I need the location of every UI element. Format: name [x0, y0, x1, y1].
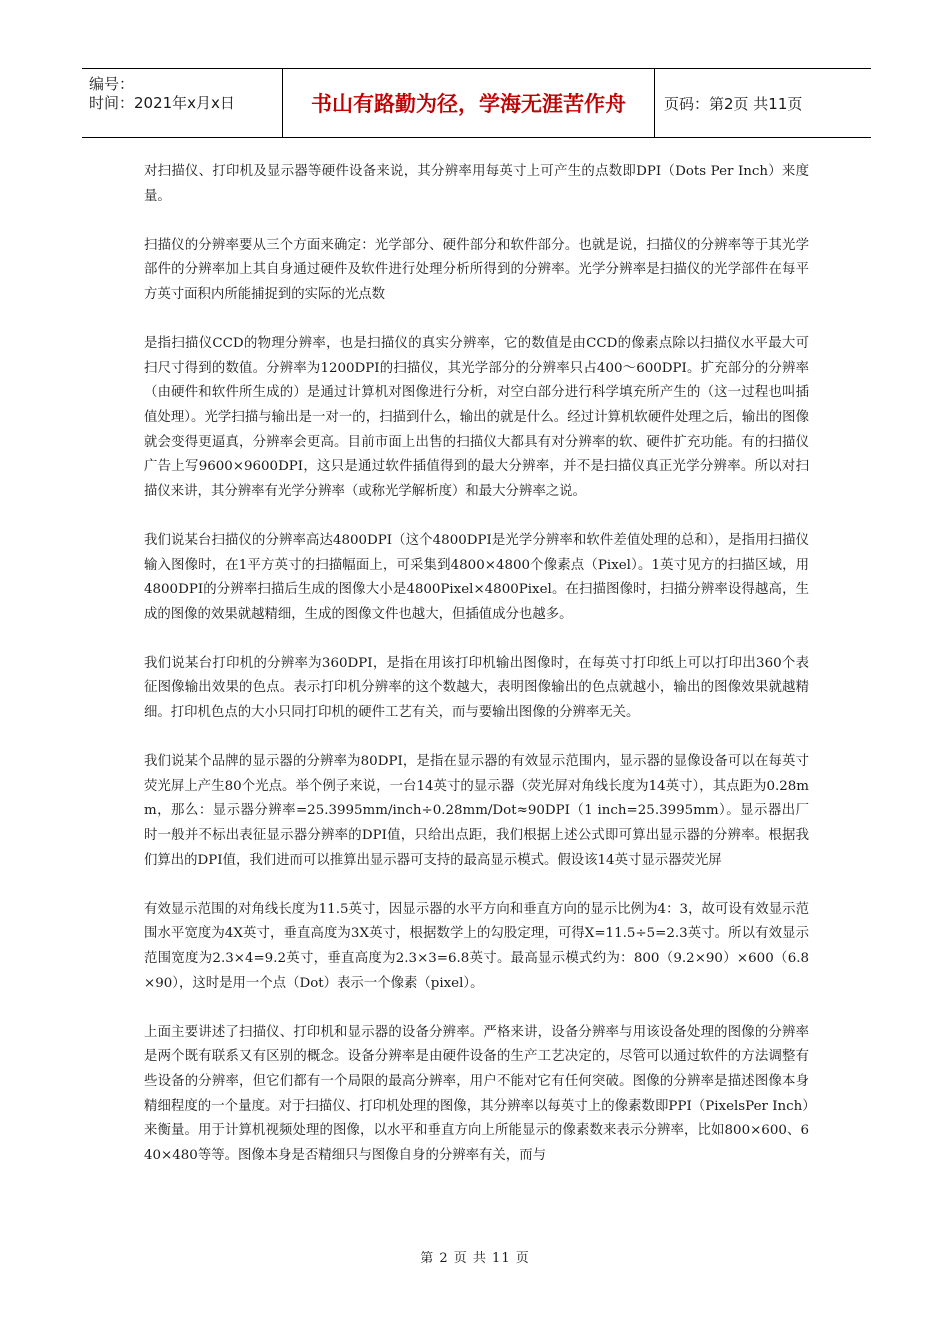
- header-meta-cell: [82, 69, 283, 137]
- paragraph: 我们说某台扫描仪的分辨率高达4800DPI（这个4800DPI是光学分辨率和软件差值处理的总和），是指用扫描仪输入图像时，在1平方英寸的扫描幅面上，可采集到4800×4800个像素点（Pixel）。1英寸见方的扫描区域，用4800DPI的分辨率扫描后生成的图像大小是4800Pixel×4800Pixel。在扫描图像时，扫描分辨率设得越高，生成的图像的效果就越精细，生成的图像文件也越大，但插值成分也越多。: [144, 532, 809, 622]
- header-page-info: 页码：第2页 共11页: [664, 94, 803, 113]
- header-motto: 书山有路勤为径，学海无涯苦作舟: [283, 69, 655, 137]
- paragraph: 上面主要讲述了扫描仪、打印机和显示器的设备分辨率。严格来讲，设备分辨率与用该设备处理的图像的分辨率是两个既有联系又有区别的概念。设备分辨率是由硬件设备的生产工艺决定的，尽管可以通过软件的方法调整有些设备的分辨率，但它们都有一个局限的最高分辨率，用户不能对它有任何突破。图像的分辨率是描述图像本身精细程度的一个量度。对于扫描仪、打印机处理的图像，其分辨率以每英寸上的像素数即PPI（PixelsPer Inch）来衡量。用于计算机视频处理的图像，以水平和垂直方向上所能显示的像素数来表示分辨率，比如800×600、640×480等等。图像本身是否精细只与图像自身的分辨率有关，而与: [144, 1024, 809, 1163]
- paragraph: 是指扫描仪CCD的物理分辨率，也是扫描仪的真实分辨率，它的数值是由CCD的像素点除以扫描仪水平最大可扫尺寸得到的数值。分辨率为1200DPI的扫描仪，其光学部分的分辨率只占400～600DPI。扩充部分的分辨率（由硬件和软件所生成的）是通过计算机对图像进行分析，对空白部分进行科学填充所产生的（这一过程也叫插值处理）。光学扫描与输出是一对一的，扫描到什么，输出的就是什么。经过计算机软硬件处理之后，输出的图像就会变得更逼真，分辨率会更高。目前市面上出售的扫描仪大都具有对分辨率的软、硬件扩充功能。有的扫描仪广告上写9600×9600DPI，这只是通过软件插值得到的最大分辨率，并不是扫描仪真正光学分辨率。所以对扫描仪来讲，其分辨率有光学分辨率（或称光学解析度）和最大分辨率之说。: [144, 336, 809, 499]
- document-body: [144, 160, 809, 1193]
- paragraph: 我们说某个品牌的显示器的分辨率为80DPI，是指在显示器的有效显示范围内，显示器的显像设备可以在每英寸荧光屏上产生80个光点。举个例子来说，一台14英寸的显示器（荧光屏对角线长度为14英寸），其点距为0.28mm，那么：显示器分辨率=25.3995mm/inch÷0.28mm/Dot≈90DPI（1 inch=25.3995mm）。显示器出厂时一般并不标出表征显示器分辨率的DPI值，只给出点距，我们根据上述公式即可算出显示器的分辨率。根据我们算出的DPI值，我们进而可以推算出显示器可支持的最高显示模式。假设该14英寸显示器荧光屏: [144, 754, 809, 868]
- paragraph: 有效显示范围的对角线长度为11.5英寸，因显示器的水平方向和垂直方向的显示比例为4：3，故可设有效显示范围水平宽度为4X英寸，垂直高度为3X英寸，根据数学上的勾股定理，可得X=11.5÷5=2.3英寸。所以有效显示范围宽度为2.3×4=9.2英寸，垂直高度为2.3×3=6.8英寸。最高显示模式约为：800（9.2×90）×600（6.8×90），这时是用一个点（Dot）表示一个像素（pixel）。: [144, 901, 809, 991]
- paragraph: 我们说某台打印机的分辨率为360DPI，是指在用该打印机输出图像时，在每英寸打印纸上可以打印出360个表征图像输出效果的色点。表示打印机分辨率的这个数越大，表明图像输出的色点就越小，输出的图像效果就越精细。打印机色点的大小只同打印机的硬件工艺有关，而与要输出图像的分辨率无关。: [144, 655, 809, 721]
- paragraph: 对扫描仪、打印机及显示器等硬件设备来说，其分辨率用每英寸上可产生的点数即DPI（Dots Per Inch）来度量。: [144, 164, 809, 204]
- paragraph: 扫描仪的分辨率要从三个方面来确定：光学部分、硬件部分和软件部分。也就是说，扫描仪的分辨率等于其光学部件的分辨率加上其自身通过硬件及软件进行处理分析所得到的分辨率。光学分辨率是扫描仪的光学部件在每平方英寸面积内所能捕捉到的实际的光点数: [144, 237, 809, 302]
- document-header: [82, 68, 871, 138]
- page-footer: 第 2 页 共 11 页: [420, 1251, 530, 1266]
- number-label: 编号：: [89, 75, 135, 93]
- time-label: 时间：2021年x月x日: [89, 94, 235, 112]
